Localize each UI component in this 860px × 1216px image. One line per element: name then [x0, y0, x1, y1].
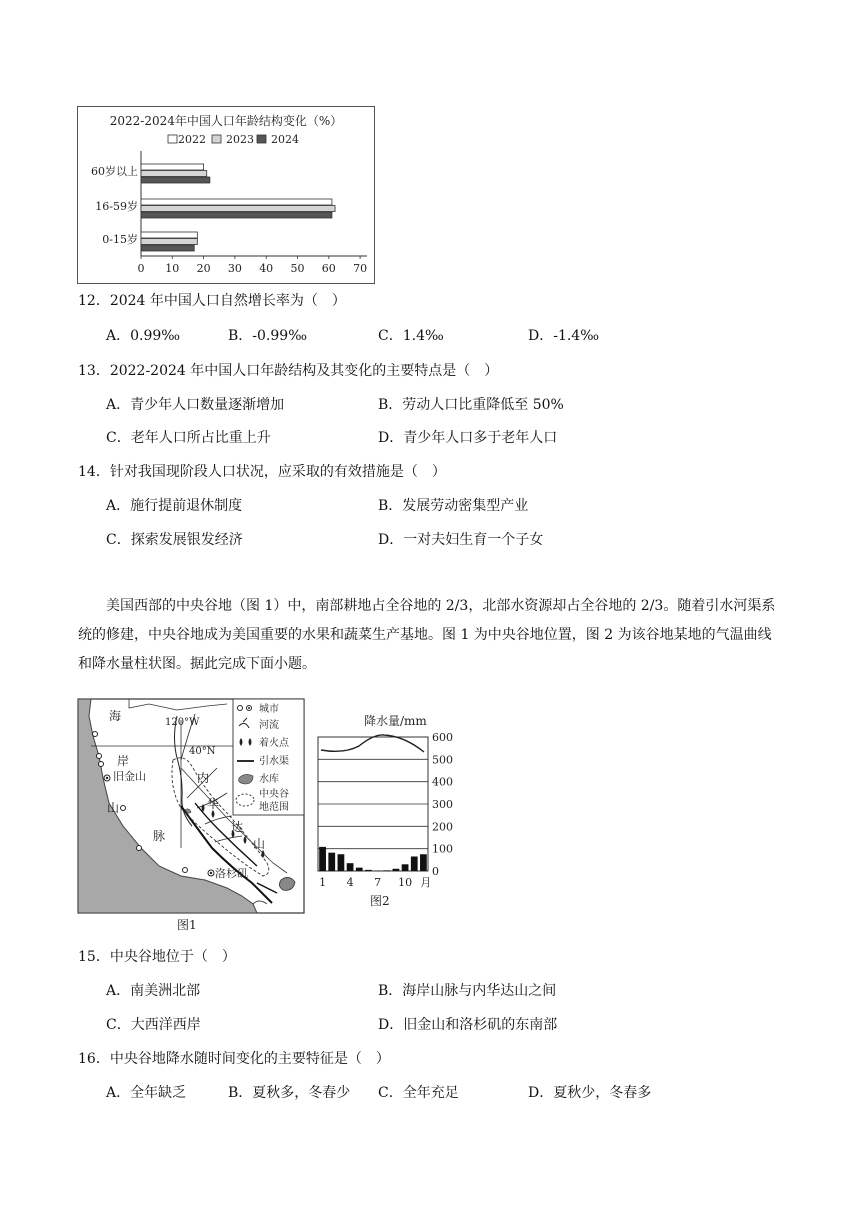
legend-swatch-2024 — [257, 135, 266, 143]
x-tick-20: 20 — [196, 262, 211, 275]
q16-option-b[interactable]: B．夏秋多，冬春少 — [228, 1085, 351, 1101]
bar-2022-2 — [141, 232, 197, 238]
precip-bar-month-3 — [338, 854, 345, 871]
q12-option-b[interactable]: B．-0.99‰ — [228, 328, 307, 344]
precip-bar-month-9 — [393, 869, 400, 871]
precip-bar-month-1 — [319, 847, 326, 871]
precip-bar-month-4 — [347, 863, 354, 871]
map-label-los-angeles: 洛杉矶 — [215, 867, 248, 880]
q12-option-d[interactable]: D．-1.4‰ — [528, 328, 600, 344]
month-tick-1: 1 — [319, 876, 327, 889]
question-14-stem: 14．针对我国现阶段人口状况，应采取的有效措施是（ ） — [78, 464, 446, 480]
q12-option-c[interactable]: C．1.4‰ — [378, 328, 444, 344]
longitude-label: 120°W — [165, 717, 200, 728]
legend-aqueduct: 引水渠 — [259, 756, 289, 767]
month-tick-7: 7 — [374, 876, 382, 889]
precip-axis-title: 降水量/mm — [364, 714, 427, 728]
precip-bar-month-11 — [411, 856, 418, 871]
q14-option-a[interactable]: A．施行提前退休制度 — [106, 498, 243, 514]
bar-2024-0 — [141, 177, 210, 183]
q13-option-c[interactable]: C．老年人口所占比重上升 — [106, 430, 271, 446]
figure-1-caption: 图1 — [177, 918, 197, 932]
legend-2023: 2023 — [226, 133, 254, 146]
precip-tick-600: 600 — [432, 731, 453, 744]
precip-tick-100: 100 — [432, 842, 453, 856]
map-label-range: 脉 — [153, 829, 166, 843]
precip-bar-month-10 — [402, 864, 409, 871]
map-label-inner: 内 — [197, 771, 210, 785]
city-marker — [93, 732, 98, 737]
q16-option-a[interactable]: A．全年缺乏 — [106, 1085, 187, 1101]
bar-2022-0 — [141, 164, 204, 170]
q15-option-a[interactable]: A．南美洲北部 — [106, 983, 201, 999]
q13-option-d[interactable]: D．青少年人口多于老年人口 — [378, 430, 558, 446]
x-tick-40: 40 — [259, 262, 274, 275]
x-tick-60: 60 — [321, 262, 336, 275]
x-tick-50: 50 — [290, 262, 305, 275]
q13-option-a[interactable]: A．青少年人口数量逐渐增加 — [106, 397, 285, 413]
q12-option-a[interactable]: A．0.99‰ — [106, 328, 181, 344]
precip-bar-month-8 — [383, 870, 390, 871]
map-label-coast: 岸 — [117, 754, 130, 768]
category-label-60plus: 60岁以上 — [91, 165, 138, 178]
x-tick-10: 10 — [165, 262, 180, 275]
q14-option-d[interactable]: D．一对夫妇生育一个子女 — [378, 532, 544, 548]
x-tick-30: 30 — [227, 262, 242, 275]
precip-bar-month-5 — [356, 868, 363, 871]
map-label-san-francisco: 旧金山 — [113, 770, 146, 783]
legend-2024: 2024 — [271, 133, 299, 146]
legend-valley: 中央谷 地范围 — [259, 789, 289, 813]
q14-option-c[interactable]: C．探索发展银发经济 — [106, 532, 243, 548]
x-tick-0: 0 — [137, 262, 145, 275]
q15-option-c[interactable]: C．大西洋西岸 — [106, 1017, 201, 1033]
figure-2-caption: 图2 — [370, 894, 390, 908]
central-valley-map — [77, 698, 307, 935]
bar-2022-1 — [141, 199, 332, 205]
precip-tick-0: 0 — [432, 865, 439, 878]
precip-tick-400: 400 — [432, 775, 453, 789]
month-tick-4: 4 — [346, 876, 354, 889]
x-tick-70: 70 — [353, 262, 368, 275]
latitude-label: 40°N — [189, 746, 216, 757]
precip-tick-500: 500 — [432, 753, 453, 767]
precip-bar-month-12 — [420, 854, 427, 871]
precip-tick-200: 200 — [432, 820, 453, 834]
climate-chart — [314, 712, 474, 912]
q14-option-b[interactable]: B．发展劳动密集型产业 — [378, 498, 529, 514]
reading-passage: 美国西部的中央谷地（图 1）中，南部耕地占全谷地的 2/3，北部水资源却占全谷地的 2/3。随着引水河渠系统的修建，中央谷地成为美国重要的水果和蔬菜生产基地。图 1 为中央谷地位置，图 2 为该谷地某地的气温曲线和降水量柱状图。据此完成下面小题。 — [78, 598, 776, 672]
legend-2022: 2022 — [178, 133, 206, 146]
map-label-mountain: 山 — [107, 801, 120, 815]
q16-option-c[interactable]: C．全年充足 — [378, 1085, 459, 1101]
bar-2024-2 — [141, 245, 194, 251]
question-12-stem: 12．2024 年中国人口自然增长率为（ ） — [78, 293, 346, 309]
map-label-hua: 华 — [207, 797, 220, 811]
chart-title: 2022-2024年中国人口年龄结构变化（%） — [109, 114, 343, 128]
bar-2024-1 — [141, 212, 332, 218]
legend-swatch-2023 — [212, 135, 221, 143]
legend-reservoir: 水库 — [259, 774, 279, 785]
q13-option-b[interactable]: B．劳动人口比重降低至 50% — [378, 397, 564, 413]
q16-option-d[interactable]: D．夏秋少，冬春多 — [528, 1085, 652, 1101]
bar-2023-2 — [141, 239, 197, 245]
legend-city: 城市 — [259, 704, 279, 715]
q15-option-d[interactable]: D．旧金山和洛杉矶的东南部 — [378, 1017, 558, 1033]
q15-option-b[interactable]: B．海岸山脉与内华达山之间 — [378, 983, 557, 999]
category-label-0-15: 0-15岁 — [102, 233, 138, 246]
month-unit: 月 — [420, 876, 432, 889]
precip-bar-month-6 — [365, 870, 372, 871]
age-structure-chart — [77, 106, 375, 284]
bar-2023-1 — [141, 206, 335, 212]
bar-2023-0 — [141, 171, 207, 177]
precip-tick-300: 300 — [432, 798, 453, 811]
map-label-sea: 海 — [109, 709, 122, 723]
map-label-da: 达 — [231, 820, 244, 834]
month-tick-10: 10 — [398, 876, 413, 889]
question-13-stem: 13．2022-2024 年中国人口年龄结构及其变化的主要特点是（ ） — [78, 363, 499, 379]
question-15-stem: 15．中央谷地位于（ ） — [78, 949, 236, 965]
question-16-stem: 16．中央谷地降水随时间变化的主要特征是（ ） — [78, 1051, 390, 1067]
category-label-16-59: 16-59岁 — [95, 200, 138, 213]
legend-river: 河流 — [259, 720, 279, 731]
map-label-shan: 山 — [253, 837, 266, 851]
legend-swatch-2022 — [168, 135, 177, 143]
precip-bar-month-2 — [328, 853, 335, 871]
legend-fire: 着火点 — [259, 738, 289, 749]
